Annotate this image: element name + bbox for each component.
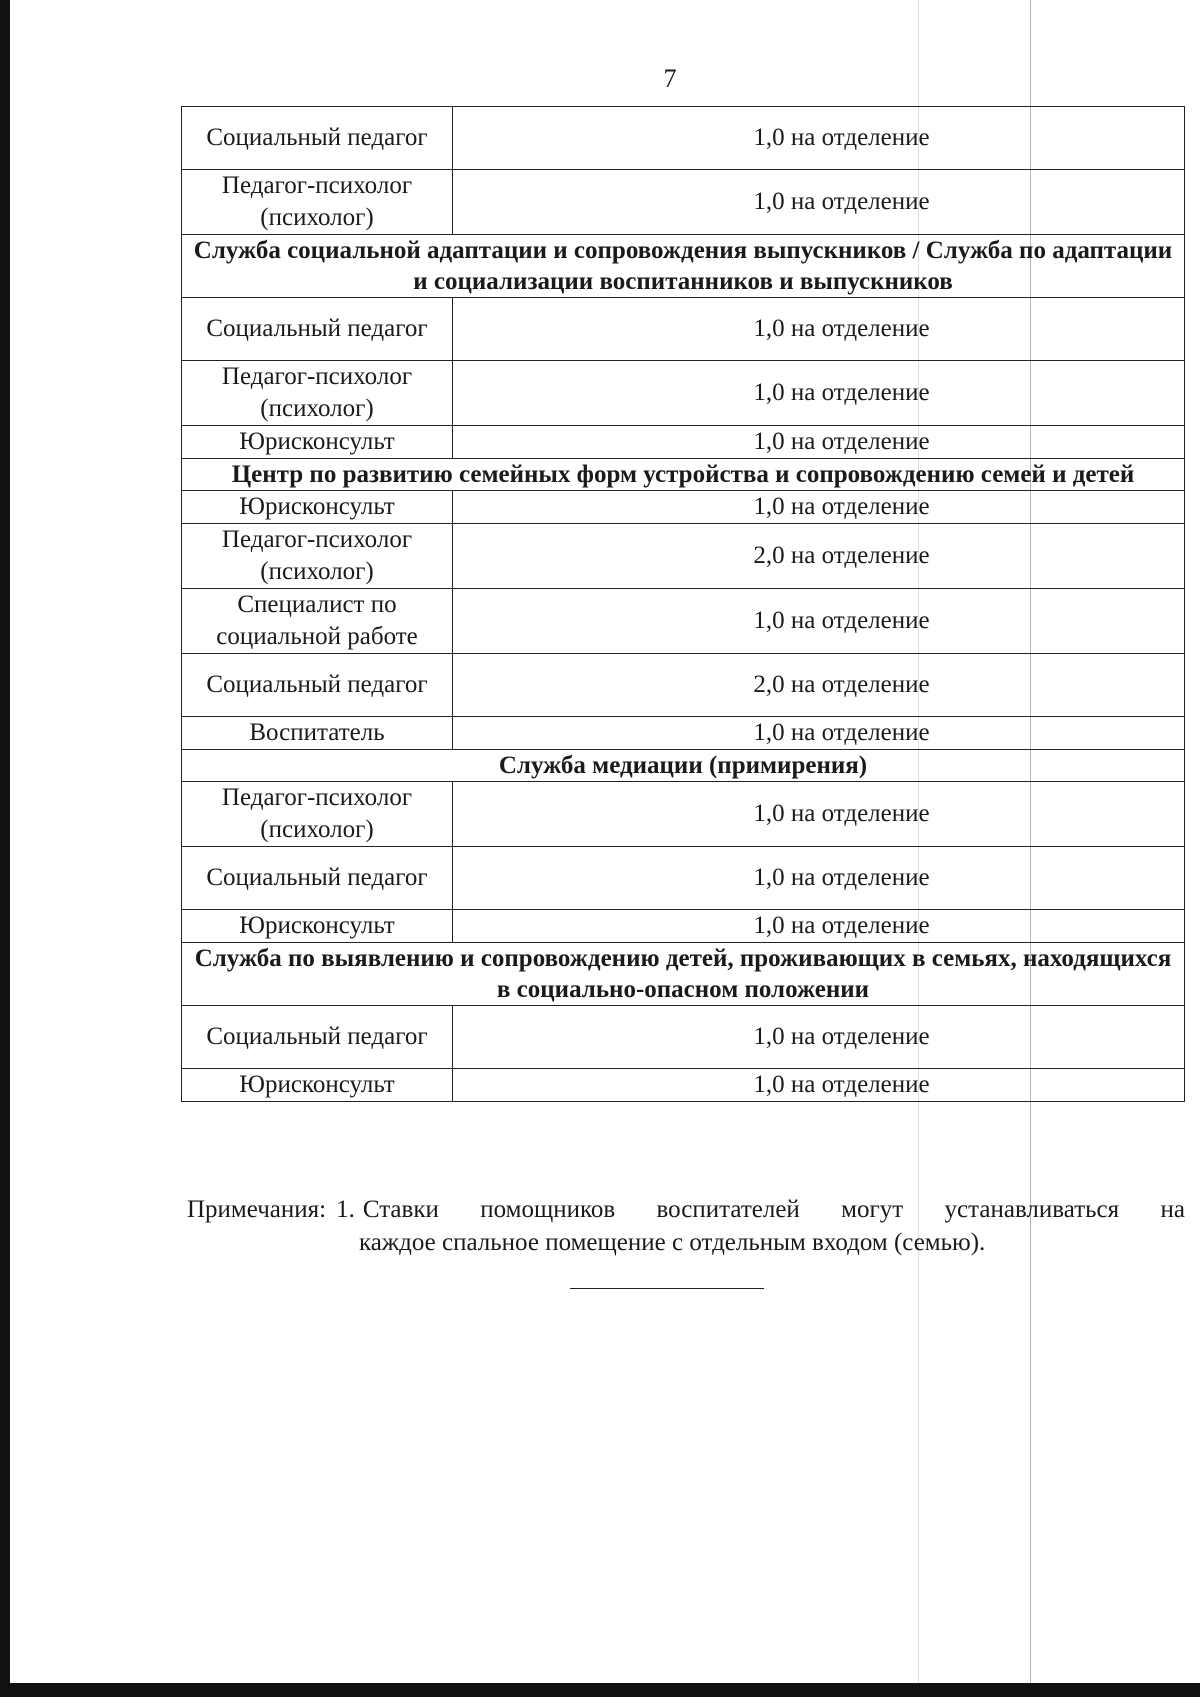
- rate-cell: 1,0 на отделение: [453, 298, 1185, 361]
- table-row: [182, 1069, 1185, 1102]
- position-cell: Педагог-психолог (психолог): [182, 361, 453, 426]
- table-row: [182, 782, 1185, 847]
- note-number: 1.: [336, 1196, 355, 1223]
- position-cell: Юрисконсульт: [182, 426, 453, 459]
- scan-edge-bottom: [0, 1683, 1200, 1697]
- position-cell: Социальный педагог: [182, 1006, 453, 1069]
- position-cell: Педагог-психолог (психолог): [182, 170, 453, 235]
- section-title: Служба по выявлению и сопровождению детей, проживающих в семьях, находящихся в социально-опасном положении: [182, 943, 1185, 1006]
- notes: [187, 1193, 1185, 1259]
- rate-cell: 1,0 на отделение: [453, 847, 1185, 910]
- page-number: 7: [663, 64, 677, 93]
- rate-cell: 1,0 на отделение: [453, 1006, 1185, 1069]
- table-row: [182, 1006, 1185, 1069]
- section-row: [182, 459, 1185, 491]
- staff-table-body: [182, 107, 1185, 1102]
- rate-cell: 1,0 на отделение: [453, 910, 1185, 943]
- position-cell: Юрисконсульт: [182, 1069, 453, 1102]
- table-row: [182, 170, 1185, 235]
- position-cell: Социальный педагог: [182, 654, 453, 717]
- rate-cell: 2,0 на отделение: [453, 654, 1185, 717]
- position-cell: Социальный педагог: [182, 107, 453, 170]
- table-row: [182, 298, 1185, 361]
- staff-table: [181, 106, 1185, 1102]
- position-cell: Юрисконсульт: [182, 491, 453, 524]
- note-line: [187, 1193, 1185, 1226]
- rate-cell: 1,0 на отделение: [453, 426, 1185, 459]
- table-row: [182, 491, 1185, 524]
- table-row: [182, 361, 1185, 426]
- rate-cell: 1,0 на отделение: [453, 107, 1185, 170]
- rate-cell: 1,0 на отделение: [453, 1069, 1185, 1102]
- note-text-line2: каждое спальное помещение с отдельным входом (семью).: [359, 1229, 986, 1256]
- position-cell: Социальный педагог: [182, 298, 453, 361]
- position-cell: Педагог-психолог (психолог): [182, 524, 453, 589]
- position-cell: Педагог-психолог (психолог): [182, 782, 453, 847]
- section-title: Центр по развитию семейных форм устройства и сопровождению семей и детей: [182, 459, 1185, 491]
- rate-cell: 1,0 на отделение: [453, 170, 1185, 235]
- table-row: [182, 654, 1185, 717]
- section-row: [182, 235, 1185, 298]
- section-title: Служба медиации (примирения): [182, 750, 1185, 782]
- table-row: [182, 717, 1185, 750]
- position-cell: Социальный педагог: [182, 847, 453, 910]
- scan-edge-left: [0, 0, 10, 1697]
- rate-cell: 1,0 на отделение: [453, 717, 1185, 750]
- table-row: [182, 910, 1185, 943]
- note-text-line1: Ставки помощников воспитателей могут устанавливаться на: [362, 1196, 1185, 1223]
- position-cell: Специалист по социальной работе: [182, 589, 453, 654]
- section-row: [182, 750, 1185, 782]
- rate-cell: 1,0 на отделение: [453, 589, 1185, 654]
- rate-cell: 2,0 на отделение: [453, 524, 1185, 589]
- rate-cell: 1,0 на отделение: [453, 782, 1185, 847]
- position-cell: Юрисконсульт: [182, 910, 453, 943]
- end-rule: [570, 1288, 764, 1289]
- position-cell: Воспитатель: [182, 717, 453, 750]
- section-title: Служба социальной адаптации и сопровождения выпускников / Служба по адаптации и социализации воспитанников и выпускников: [182, 235, 1185, 298]
- notes-label: Примечания:: [187, 1196, 327, 1223]
- table-row: [182, 847, 1185, 910]
- table-row: [182, 589, 1185, 654]
- rate-cell: 1,0 на отделение: [453, 491, 1185, 524]
- section-row: [182, 943, 1185, 1006]
- table-row: [182, 107, 1185, 170]
- rate-cell: 1,0 на отделение: [453, 361, 1185, 426]
- table-row: [182, 426, 1185, 459]
- table-row: [182, 524, 1185, 589]
